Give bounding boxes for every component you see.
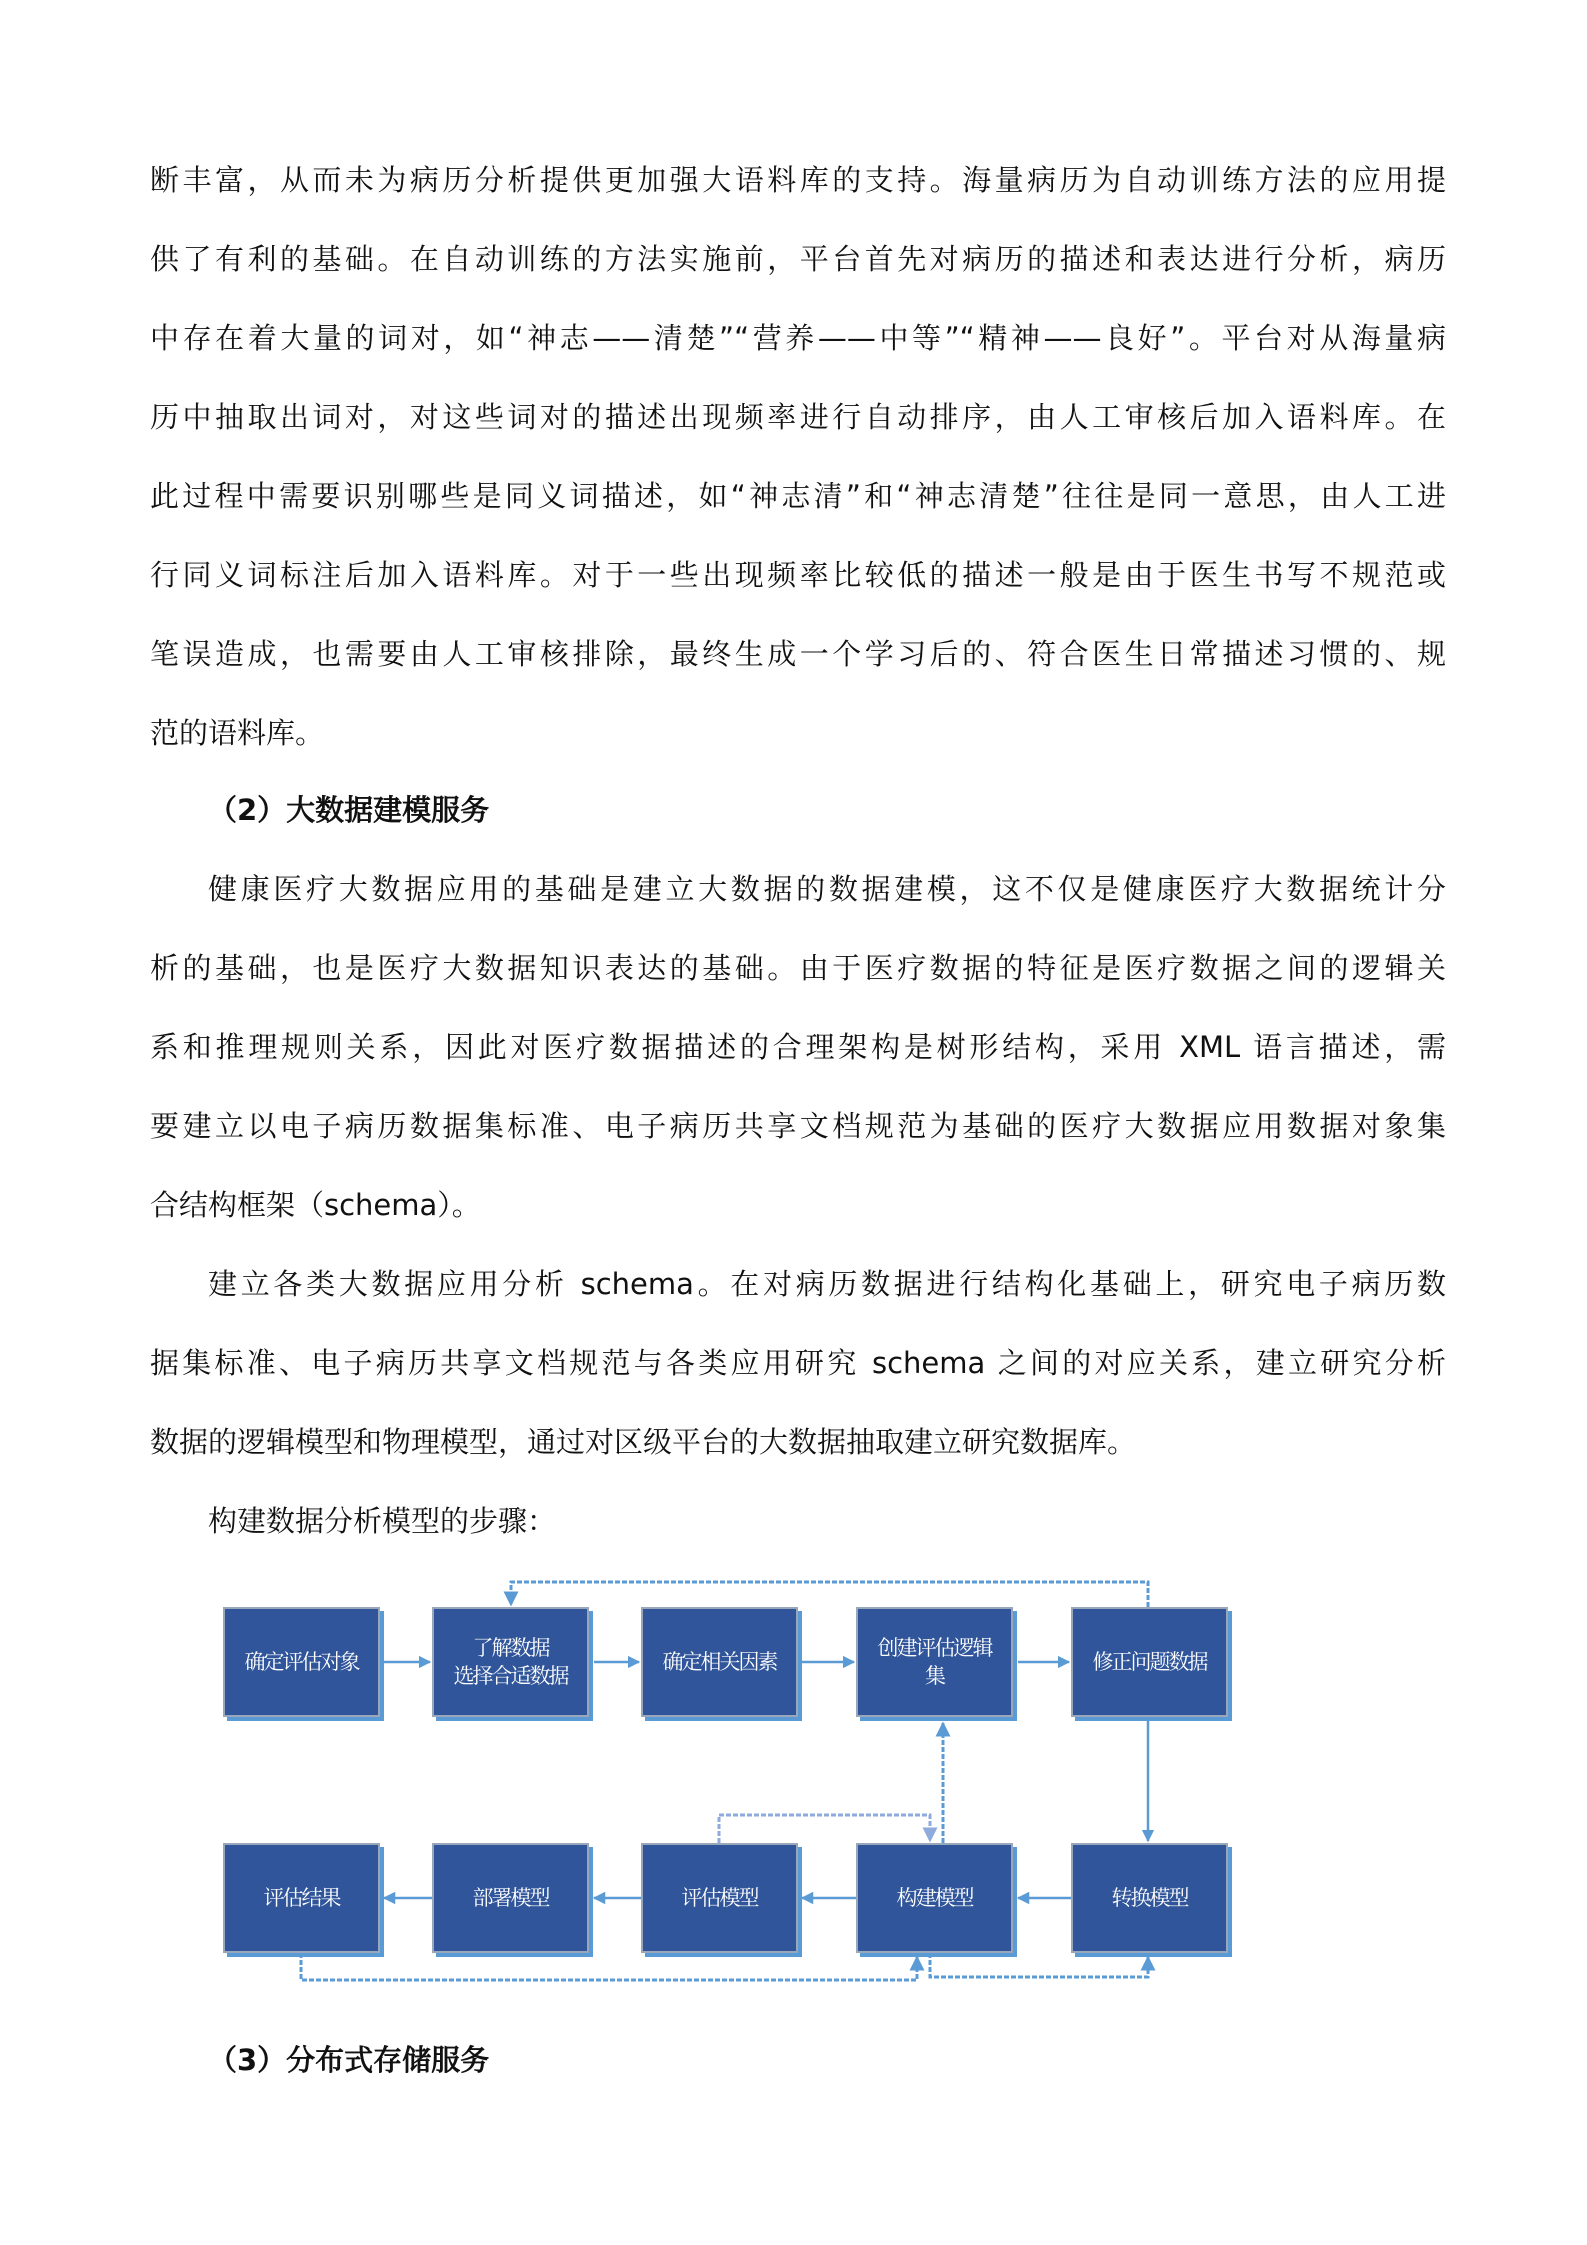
step-box-fix-problem-data <box>1071 1607 1228 1717</box>
step-label: 确定相关因素 <box>662 1650 777 1674</box>
text-line: 析的基础，也是医疗大数据知识表达的基础。由于医疗数据的特征是医疗数据之间的逻辑关 <box>150 951 1446 985</box>
step-label: 确定评估对象 <box>244 1650 359 1674</box>
text-line: 供了有利的基础。在自动训练的方法实施前，平台首先对病历的描述和表达进行分析，病历 <box>150 242 1446 276</box>
step-box-understand-data <box>432 1607 589 1717</box>
step-box-deploy-model <box>432 1843 589 1953</box>
text-line: 要建立以电子病历数据集标准、电子病历共享文档规范为基础的医疗大数据应用数据对象集 <box>150 1109 1446 1143</box>
text-line: 范的语料库。 <box>150 716 325 750</box>
text-line: 建立各类大数据应用分析 schema。在对病历数据进行结构化基础上，研究电子病历数 <box>208 1267 1446 1301</box>
text-line: 中存在着大量的词对，如“神志——清楚”“营养——中等”“精神——良好”。平台对从海量病 <box>150 321 1446 355</box>
step-box-create-logic-set <box>856 1607 1013 1717</box>
section-heading-3: （3）分布式存储服务 <box>208 2043 490 2077</box>
step-label: 构建模型 <box>896 1886 973 1910</box>
text-line: 此过程中需要识别哪些是同义词描述，如“神志清”和“神志清楚”往往是同一意思，由人工进 <box>150 479 1446 513</box>
step-box-build-model <box>856 1843 1013 1953</box>
step-label: 评估结果 <box>263 1886 340 1910</box>
text-line: 笔误造成，也需要由人工审核排除，最终生成一个学习后的、符合医生日常描述习惯的、规 <box>150 637 1446 671</box>
step-label: 了解数据 <box>472 1636 549 1660</box>
text-line: 数据的逻辑模型和物理模型，通过对区级平台的大数据抽取建立研究数据库。 <box>150 1425 1137 1459</box>
step-label: 评估模型 <box>681 1886 758 1910</box>
step-label: 修正问题数据 <box>1092 1650 1207 1674</box>
text-line: 行同义词标注后加入语料库。对于一些出现频率比较低的描述一般是由于医生书写不规范或 <box>150 558 1446 592</box>
text-line: 据集标准、电子病历共享文档规范与各类应用研究 schema 之间的对应关系，建立研究分析 <box>150 1346 1446 1380</box>
steps-intro: 构建数据分析模型的步骤： <box>208 1504 557 1538</box>
step-box-evaluation-result <box>223 1843 380 1953</box>
text-line: 合结构框架（schema）。 <box>150 1188 481 1222</box>
text-line: 历中抽取出词对，对这些词对的描述出现频率进行自动排序，由人工审核后加入语料库。在 <box>150 400 1446 434</box>
step-label: 选择合适数据 <box>453 1664 568 1688</box>
step-label: 部署模型 <box>472 1886 549 1910</box>
text-line: 断丰富，从而未为病历分析提供更加强大语料库的支持。海量病历为自动训练方法的应用提 <box>150 163 1446 197</box>
step-label: 转换模型 <box>1111 1886 1188 1910</box>
section-heading-2: （2）大数据建模服务 <box>208 793 490 827</box>
step-label: 创建评估逻辑 <box>877 1636 992 1660</box>
step-box-determine-evaluation-object <box>223 1607 380 1717</box>
text-line: 健康医疗大数据应用的基础是建立大数据的数据建模，这不仅是健康医疗大数据统计分 <box>208 872 1446 906</box>
step-box-evaluate-model <box>641 1843 798 1953</box>
step-label: 集 <box>925 1664 944 1688</box>
text-line: 系和推理规则关系，因此对医疗数据描述的合理架构是树形结构，采用 XML 语言描述，需 <box>150 1030 1446 1064</box>
step-box-determine-factors <box>641 1607 798 1717</box>
step-box-transform-model <box>1071 1843 1228 1953</box>
